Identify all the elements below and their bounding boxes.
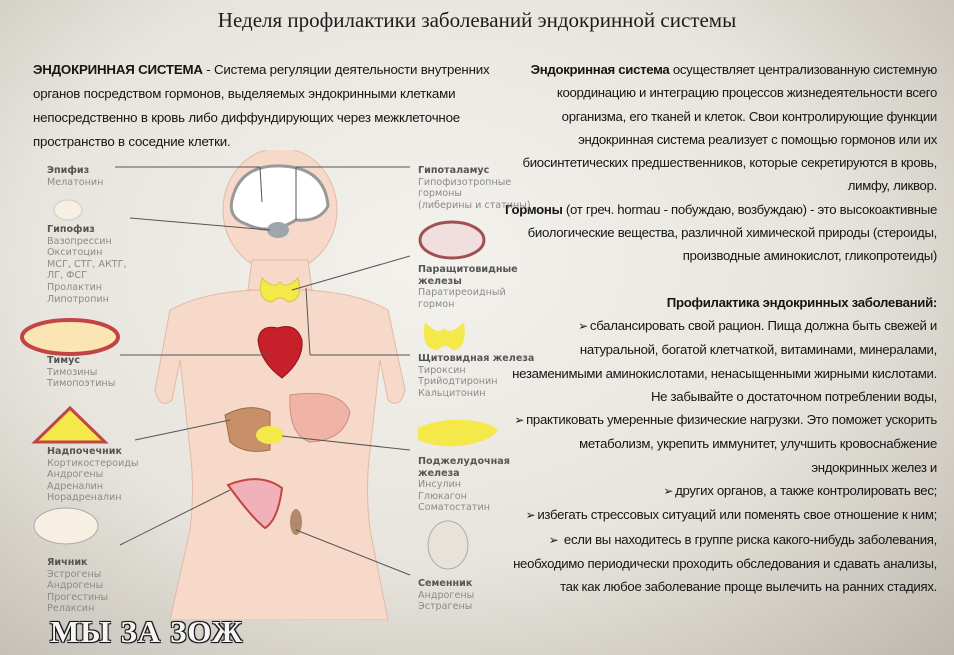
- page-title: Неделя профилактики заболеваний эндокринной системы: [217, 8, 737, 32]
- epiphysis-icon: [54, 200, 82, 220]
- ovary-icon: [34, 508, 98, 544]
- check-arrow-icon: ➢: [578, 318, 588, 333]
- prevention-item: ➢ если вы находитесь в группе риска какого-нибудь заболевания, необходимо периодически проходить обследования и сдавать анализы, так как любое заболевание проще вылечить на ранних стадиях.: [513, 531, 937, 595]
- organ-label-epiphysis: Эпифиз Мелатонин: [47, 165, 104, 188]
- check-arrow-icon: ➢: [663, 484, 674, 499]
- endocrine-text: осуществляет централизованную системную координацию и интеграцию процессов жизнедеятельности всего организма, его тканей и клеток. Свои контролирующие функции эндокринная система реализует с помощью гормонов или их биосинтетических предшественников, которые секретируются в кровь, лимфу, ликвор.: [522, 62, 937, 194]
- organ-label-ovary: Яичник Эстрогены Андрогены Прогестины Релаксин: [47, 557, 109, 615]
- check-arrow-icon: ➢: [514, 413, 525, 428]
- check-arrow-icon: ➢: [525, 508, 536, 523]
- organ-label-pancreas: Поджелудочная железа Инсулин Глюкагон Соматостатин: [418, 456, 510, 514]
- hormones-text: (от греч. hormau - побуждаю, возбуждаю) - это высокоактивные биологические вещества, различной химической природы (стероиды, производные аминокислот, гликопротеиды): [527, 201, 937, 264]
- hormones-paragraph: [505, 198, 937, 268]
- pituitary-shape: [267, 222, 289, 238]
- pancreas-icon: [418, 420, 498, 447]
- prevention-item: ➢ практиковать умеренные физические нагрузки. Это поможет ускорить метаболизм, укрепить иммунитет, улучшить кровоснабжение эндокринных желез и: [514, 412, 937, 475]
- intro-definition: [33, 58, 498, 154]
- prevention-title: Профилактика эндокринных заболеваний:: [666, 294, 937, 310]
- organ-label-pituitary: Гипофиз Вазопрессин Окситоцин МСГ, СТГ, АКТГ, ЛГ, ФСГ Пролактин Липотропин: [47, 224, 127, 305]
- organ-label-hypothalamus: Гипоталамус Гипофизотропные гормоны (либерины и статины): [418, 165, 531, 211]
- prevention-item: ➢ других органов, а также контролировать вес;: [663, 483, 937, 499]
- brand-logo: МЫ ЗА ЗОЖ: [50, 614, 244, 649]
- prevention-item: ➢ сбалансировать свой рацион. Пища должна быть свежей и натуральной, богатой клетчаткой, витаминами, минералами, незаменимыми аминокислотами, ненасыщенными жирными кислотами. Не забывайте о достаточном потреблении воды,: [512, 317, 937, 404]
- organ-label-thyroid: Щитовидная железа Тироксин Трийодтиронин Кальцитонин: [418, 353, 535, 399]
- testis-icon: [428, 521, 468, 569]
- organ-label-adrenal: Надпочечник Кортикостероиды Андрогены Адреналин Норадреналин: [47, 446, 139, 504]
- intro-term: ЭНДОКРИННАЯ СИСТЕМА: [33, 62, 203, 77]
- pancreas-shape: [256, 426, 284, 444]
- adrenal-icon: [35, 408, 105, 442]
- organ-label-parathyroid: Паращитовидные железы Паратиреоидный гормон: [418, 264, 518, 310]
- hypothalamus-icon: [420, 222, 484, 258]
- brain-shape: [231, 166, 328, 229]
- testis-shape: [290, 509, 302, 535]
- info-column: [505, 58, 937, 599]
- hormones-term: Гормоны: [505, 201, 563, 217]
- prevention-item: ➢ избегать стрессовых ситуаций или поменять свое отношение к ним;: [525, 507, 937, 523]
- intro-text: - Система регуляции деятельности внутренних органов посредством гормонов, выделяемых эндокринными клетками непосредственно в кровь либо диффундирующих через межклеточное пространство в соседние клетки.: [33, 62, 490, 149]
- organ-label-thymus: Тимус Тимозины Тимопоэтины: [47, 355, 116, 390]
- endocrine-paragraph: [505, 58, 937, 198]
- organ-label-testis: Семенник Андрогены Эстрагены: [418, 578, 475, 613]
- thymus-icon: [22, 320, 118, 354]
- parathyroid-icon: [424, 322, 465, 350]
- check-arrow-icon: ➢: [548, 532, 559, 547]
- endocrine-term: Эндокринная система: [530, 62, 670, 77]
